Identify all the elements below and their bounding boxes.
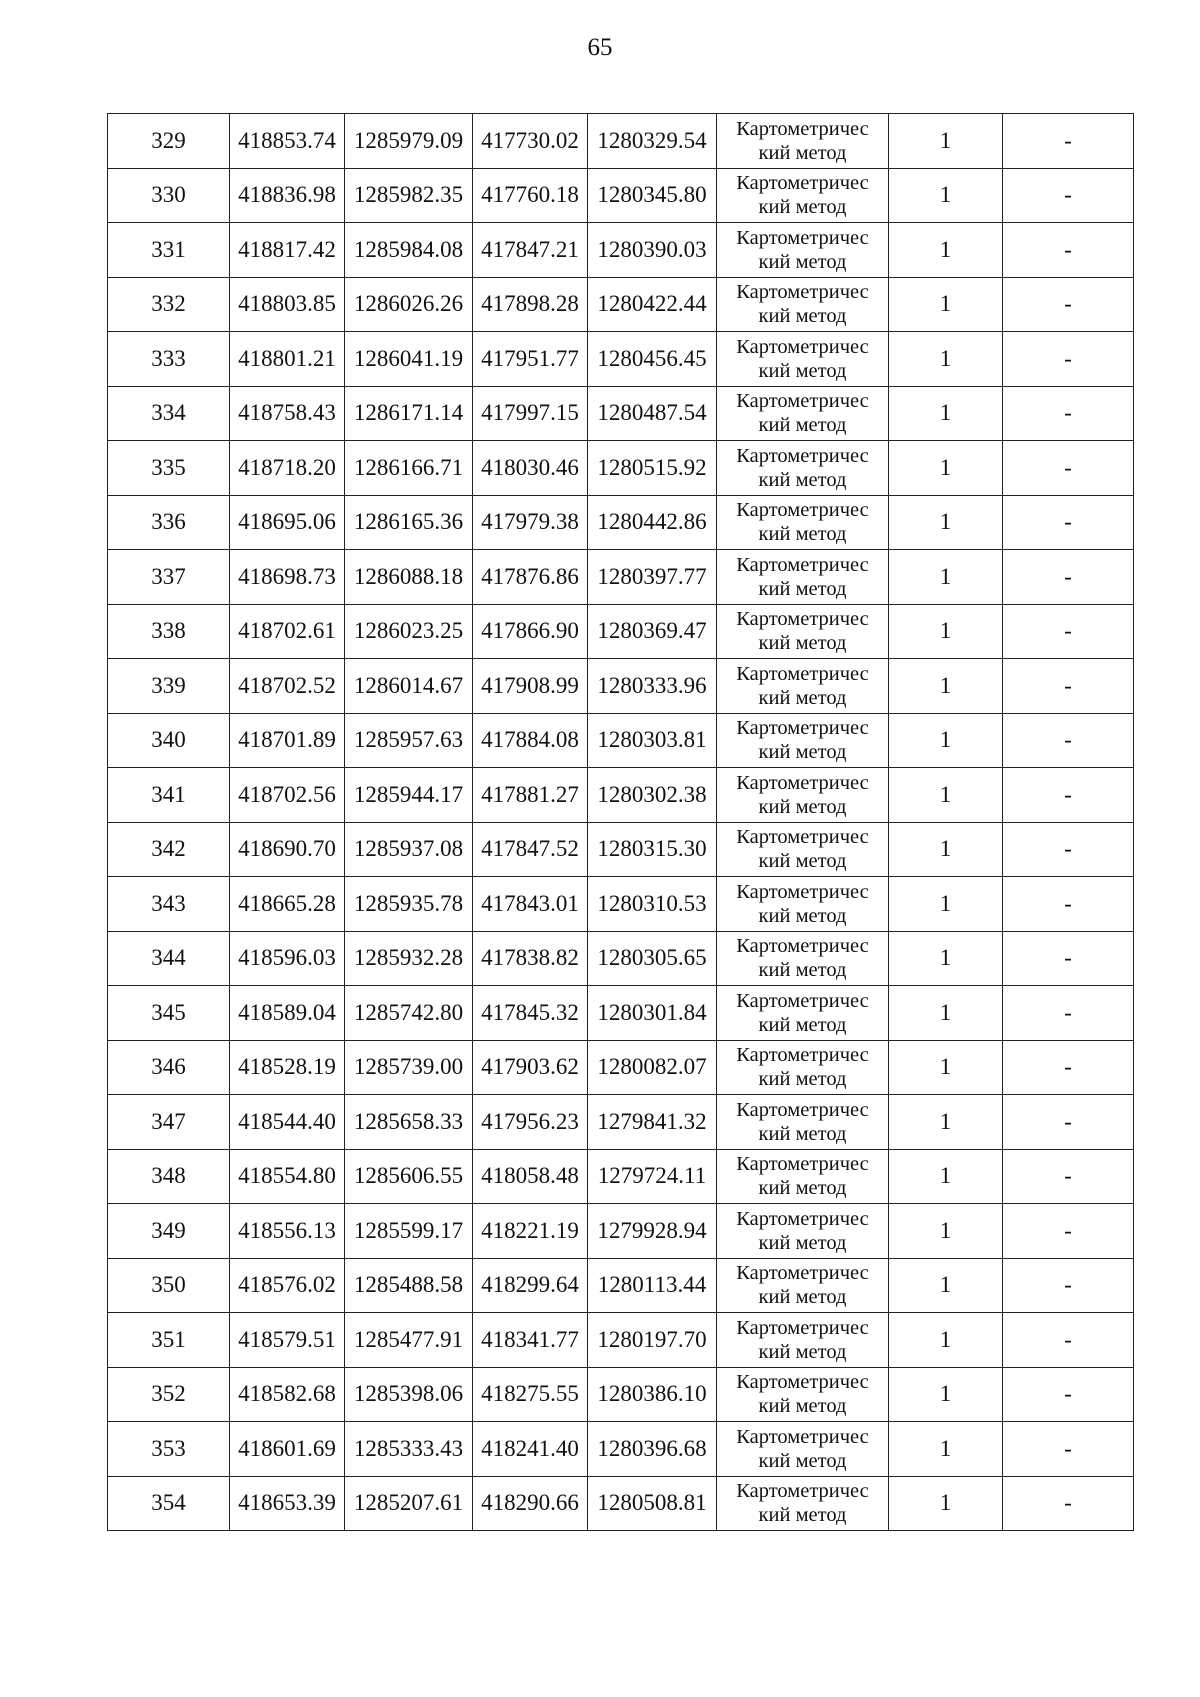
method-text-line1: Картометричес bbox=[736, 935, 869, 958]
y1-cell: 1286165.36 bbox=[345, 495, 473, 550]
table-row bbox=[108, 1422, 1134, 1477]
method-text-line2: кий метод bbox=[758, 359, 847, 382]
method-text-line1: Картометричес bbox=[736, 226, 869, 249]
method-text-line2: кий метод bbox=[758, 1449, 847, 1472]
method-cell bbox=[717, 1258, 889, 1313]
y2-cell: 1279841.32 bbox=[588, 1095, 717, 1150]
point-number-cell: 340 bbox=[108, 713, 230, 768]
method-text-line2: кий метод bbox=[758, 1231, 847, 1254]
y1-cell: 1285944.17 bbox=[345, 768, 473, 823]
x1-cell: 418801.21 bbox=[230, 332, 345, 387]
method-text-line1: Картометричес bbox=[736, 444, 869, 467]
method-cell bbox=[717, 1422, 889, 1477]
point-number-cell: 343 bbox=[108, 877, 230, 932]
dash-cell: - bbox=[1003, 604, 1134, 659]
x2-cell: 418241.40 bbox=[473, 1422, 588, 1477]
method-cell bbox=[717, 986, 889, 1041]
method-text-line1: Картометричес bbox=[736, 1098, 869, 1121]
table-row bbox=[108, 604, 1134, 659]
method-cell bbox=[717, 1313, 889, 1368]
x1-cell: 418701.89 bbox=[230, 713, 345, 768]
dash-cell: - bbox=[1003, 1313, 1134, 1368]
point-number-cell: 353 bbox=[108, 1422, 230, 1477]
method-cell bbox=[717, 1476, 889, 1531]
table-row bbox=[108, 495, 1134, 550]
method-text-line2: кий метод bbox=[758, 795, 847, 818]
table-row bbox=[108, 713, 1134, 768]
method-cell bbox=[717, 495, 889, 550]
accuracy-cell: 1 bbox=[889, 386, 1003, 441]
y2-cell: 1280515.92 bbox=[588, 441, 717, 496]
method-text-line1: Картометричес bbox=[736, 826, 869, 849]
y1-cell: 1285984.08 bbox=[345, 223, 473, 278]
point-number-cell: 337 bbox=[108, 550, 230, 605]
method-text-line1: Картометричес bbox=[736, 172, 869, 195]
y1-cell: 1286023.25 bbox=[345, 604, 473, 659]
page-number: 65 bbox=[587, 34, 613, 61]
table-row bbox=[108, 1476, 1134, 1531]
y2-cell: 1280303.81 bbox=[588, 713, 717, 768]
x2-cell: 418030.46 bbox=[473, 441, 588, 496]
point-number-cell: 329 bbox=[108, 114, 230, 169]
table-row bbox=[108, 1149, 1134, 1204]
accuracy-cell: 1 bbox=[889, 168, 1003, 223]
method-text-line1: Картометричес bbox=[736, 1425, 869, 1448]
method-text-line2: кий метод bbox=[758, 305, 847, 328]
dash-cell: - bbox=[1003, 223, 1134, 278]
y2-cell: 1280442.86 bbox=[588, 495, 717, 550]
method-text-line1: Картометричес bbox=[736, 662, 869, 685]
table-row bbox=[108, 1095, 1134, 1150]
y1-cell: 1285599.17 bbox=[345, 1204, 473, 1259]
y1-cell: 1285477.91 bbox=[345, 1313, 473, 1368]
accuracy-cell: 1 bbox=[889, 931, 1003, 986]
x2-cell: 417866.90 bbox=[473, 604, 588, 659]
y2-cell: 1280333.96 bbox=[588, 659, 717, 714]
y2-cell: 1280305.65 bbox=[588, 931, 717, 986]
table-row bbox=[108, 168, 1134, 223]
y1-cell: 1285742.80 bbox=[345, 986, 473, 1041]
table-row bbox=[108, 1258, 1134, 1313]
accuracy-cell: 1 bbox=[889, 1095, 1003, 1150]
point-number-cell: 349 bbox=[108, 1204, 230, 1259]
accuracy-cell: 1 bbox=[889, 1313, 1003, 1368]
dash-cell: - bbox=[1003, 713, 1134, 768]
x1-cell: 418803.85 bbox=[230, 277, 345, 332]
dash-cell: - bbox=[1003, 386, 1134, 441]
y2-cell: 1280456.45 bbox=[588, 332, 717, 387]
y1-cell: 1286171.14 bbox=[345, 386, 473, 441]
accuracy-cell: 1 bbox=[889, 495, 1003, 550]
x1-cell: 418582.68 bbox=[230, 1367, 345, 1422]
y2-cell: 1280082.07 bbox=[588, 1040, 717, 1095]
dash-cell: - bbox=[1003, 1258, 1134, 1313]
point-number-cell: 336 bbox=[108, 495, 230, 550]
method-text-line1: Картометричес bbox=[736, 989, 869, 1012]
method-text-line2: кий метод bbox=[758, 1177, 847, 1200]
method-text-line2: кий метод bbox=[758, 577, 847, 600]
dash-cell: - bbox=[1003, 877, 1134, 932]
y1-cell: 1286166.71 bbox=[345, 441, 473, 496]
accuracy-cell: 1 bbox=[889, 1258, 1003, 1313]
method-text-line2: кий метод bbox=[758, 904, 847, 927]
method-text-line2: кий метод bbox=[758, 1504, 847, 1527]
method-text-line2: кий метод bbox=[758, 632, 847, 655]
x2-cell: 417951.77 bbox=[473, 332, 588, 387]
method-text-line1: Картометричес bbox=[736, 1207, 869, 1230]
method-cell bbox=[717, 877, 889, 932]
table-row bbox=[108, 1040, 1134, 1095]
accuracy-cell: 1 bbox=[889, 986, 1003, 1041]
y1-cell: 1285979.09 bbox=[345, 114, 473, 169]
accuracy-cell: 1 bbox=[889, 114, 1003, 169]
method-text-line1: Картометричес bbox=[736, 1044, 869, 1067]
y2-cell: 1280345.80 bbox=[588, 168, 717, 223]
accuracy-cell: 1 bbox=[889, 332, 1003, 387]
accuracy-cell: 1 bbox=[889, 822, 1003, 877]
x1-cell: 418702.56 bbox=[230, 768, 345, 823]
dash-cell: - bbox=[1003, 931, 1134, 986]
dash-cell: - bbox=[1003, 1367, 1134, 1422]
y2-cell: 1280386.10 bbox=[588, 1367, 717, 1422]
point-number-cell: 332 bbox=[108, 277, 230, 332]
method-text-line1: Картометричес bbox=[736, 1371, 869, 1394]
method-cell bbox=[717, 277, 889, 332]
x2-cell: 417730.02 bbox=[473, 114, 588, 169]
y1-cell: 1285606.55 bbox=[345, 1149, 473, 1204]
x2-cell: 418290.66 bbox=[473, 1476, 588, 1531]
accuracy-cell: 1 bbox=[889, 1476, 1003, 1531]
y2-cell: 1280508.81 bbox=[588, 1476, 717, 1531]
table-row bbox=[108, 1313, 1134, 1368]
dash-cell: - bbox=[1003, 659, 1134, 714]
accuracy-cell: 1 bbox=[889, 768, 1003, 823]
method-cell bbox=[717, 1095, 889, 1150]
x2-cell: 417903.62 bbox=[473, 1040, 588, 1095]
x2-cell: 417847.52 bbox=[473, 822, 588, 877]
accuracy-cell: 1 bbox=[889, 1149, 1003, 1204]
x2-cell: 417760.18 bbox=[473, 168, 588, 223]
point-number-cell: 352 bbox=[108, 1367, 230, 1422]
x1-cell: 418528.19 bbox=[230, 1040, 345, 1095]
x1-cell: 418690.70 bbox=[230, 822, 345, 877]
table-row bbox=[108, 986, 1134, 1041]
point-number-cell: 334 bbox=[108, 386, 230, 441]
y1-cell: 1285398.06 bbox=[345, 1367, 473, 1422]
dash-cell: - bbox=[1003, 114, 1134, 169]
method-cell bbox=[717, 604, 889, 659]
method-text-line2: кий метод bbox=[758, 959, 847, 982]
accuracy-cell: 1 bbox=[889, 1422, 1003, 1477]
x2-cell: 417997.15 bbox=[473, 386, 588, 441]
method-cell bbox=[717, 223, 889, 278]
dash-cell: - bbox=[1003, 495, 1134, 550]
x2-cell: 417898.28 bbox=[473, 277, 588, 332]
y1-cell: 1285937.08 bbox=[345, 822, 473, 877]
table-row bbox=[108, 877, 1134, 932]
accuracy-cell: 1 bbox=[889, 441, 1003, 496]
x2-cell: 417876.86 bbox=[473, 550, 588, 605]
coordinates-table bbox=[107, 113, 1134, 1531]
method-cell bbox=[717, 550, 889, 605]
dash-cell: - bbox=[1003, 550, 1134, 605]
point-number-cell: 339 bbox=[108, 659, 230, 714]
point-number-cell: 330 bbox=[108, 168, 230, 223]
y1-cell: 1285932.28 bbox=[345, 931, 473, 986]
y1-cell: 1285982.35 bbox=[345, 168, 473, 223]
x1-cell: 418596.03 bbox=[230, 931, 345, 986]
accuracy-cell: 1 bbox=[889, 1367, 1003, 1422]
point-number-cell: 351 bbox=[108, 1313, 230, 1368]
x2-cell: 418341.77 bbox=[473, 1313, 588, 1368]
method-cell bbox=[717, 1367, 889, 1422]
dash-cell: - bbox=[1003, 1476, 1134, 1531]
y2-cell: 1280113.44 bbox=[588, 1258, 717, 1313]
table-row bbox=[108, 659, 1134, 714]
y1-cell: 1285935.78 bbox=[345, 877, 473, 932]
accuracy-cell: 1 bbox=[889, 659, 1003, 714]
y1-cell: 1285488.58 bbox=[345, 1258, 473, 1313]
method-cell bbox=[717, 713, 889, 768]
dash-cell: - bbox=[1003, 168, 1134, 223]
x1-cell: 418758.43 bbox=[230, 386, 345, 441]
table-row bbox=[108, 223, 1134, 278]
x1-cell: 418853.74 bbox=[230, 114, 345, 169]
y2-cell: 1280397.77 bbox=[588, 550, 717, 605]
method-cell bbox=[717, 768, 889, 823]
y1-cell: 1285207.61 bbox=[345, 1476, 473, 1531]
x1-cell: 418579.51 bbox=[230, 1313, 345, 1368]
y2-cell: 1280315.30 bbox=[588, 822, 717, 877]
method-text-line2: кий метод bbox=[758, 1013, 847, 1036]
accuracy-cell: 1 bbox=[889, 1204, 1003, 1259]
method-text-line2: кий метод bbox=[758, 850, 847, 873]
point-number-cell: 354 bbox=[108, 1476, 230, 1531]
x2-cell: 417979.38 bbox=[473, 495, 588, 550]
dash-cell: - bbox=[1003, 822, 1134, 877]
y1-cell: 1286041.19 bbox=[345, 332, 473, 387]
x1-cell: 418601.69 bbox=[230, 1422, 345, 1477]
method-cell bbox=[717, 822, 889, 877]
x1-cell: 418653.39 bbox=[230, 1476, 345, 1531]
x2-cell: 417884.08 bbox=[473, 713, 588, 768]
method-text-line2: кий метод bbox=[758, 250, 847, 273]
x2-cell: 417845.32 bbox=[473, 986, 588, 1041]
x1-cell: 418556.13 bbox=[230, 1204, 345, 1259]
accuracy-cell: 1 bbox=[889, 550, 1003, 605]
dash-cell: - bbox=[1003, 1204, 1134, 1259]
point-number-cell: 348 bbox=[108, 1149, 230, 1204]
method-cell bbox=[717, 659, 889, 714]
method-text-line1: Картометричес bbox=[736, 1153, 869, 1176]
y1-cell: 1286026.26 bbox=[345, 277, 473, 332]
point-number-cell: 347 bbox=[108, 1095, 230, 1150]
method-text-line1: Картометричес bbox=[736, 390, 869, 413]
method-text-line1: Картометричес bbox=[736, 499, 869, 522]
point-number-cell: 341 bbox=[108, 768, 230, 823]
method-text-line1: Картометричес bbox=[736, 880, 869, 903]
method-text-line1: Картометричес bbox=[736, 335, 869, 358]
dash-cell: - bbox=[1003, 768, 1134, 823]
method-text-line1: Картометричес bbox=[736, 553, 869, 576]
dash-cell: - bbox=[1003, 332, 1134, 387]
y2-cell: 1279724.11 bbox=[588, 1149, 717, 1204]
point-number-cell: 338 bbox=[108, 604, 230, 659]
x1-cell: 418544.40 bbox=[230, 1095, 345, 1150]
y1-cell: 1286014.67 bbox=[345, 659, 473, 714]
point-number-cell: 344 bbox=[108, 931, 230, 986]
y1-cell: 1286088.18 bbox=[345, 550, 473, 605]
y2-cell: 1280369.47 bbox=[588, 604, 717, 659]
point-number-cell: 346 bbox=[108, 1040, 230, 1095]
y2-cell: 1280301.84 bbox=[588, 986, 717, 1041]
x1-cell: 418817.42 bbox=[230, 223, 345, 278]
method-text-line2: кий метод bbox=[758, 686, 847, 709]
table-row bbox=[108, 1204, 1134, 1259]
method-text-line2: кий метод bbox=[758, 1286, 847, 1309]
method-text-line1: Картометричес bbox=[736, 1316, 869, 1339]
point-number-cell: 333 bbox=[108, 332, 230, 387]
method-text-line2: кий метод bbox=[758, 741, 847, 764]
x2-cell: 417956.23 bbox=[473, 1095, 588, 1150]
table-row bbox=[108, 441, 1134, 496]
method-text-line2: кий метод bbox=[758, 1068, 847, 1091]
dash-cell: - bbox=[1003, 1422, 1134, 1477]
dash-cell: - bbox=[1003, 441, 1134, 496]
y2-cell: 1279928.94 bbox=[588, 1204, 717, 1259]
table-row bbox=[108, 332, 1134, 387]
method-text-line1: Картометричес bbox=[736, 608, 869, 631]
x1-cell: 418718.20 bbox=[230, 441, 345, 496]
y2-cell: 1280302.38 bbox=[588, 768, 717, 823]
accuracy-cell: 1 bbox=[889, 877, 1003, 932]
x2-cell: 418058.48 bbox=[473, 1149, 588, 1204]
dash-cell: - bbox=[1003, 1149, 1134, 1204]
table-row bbox=[108, 822, 1134, 877]
method-text-line2: кий метод bbox=[758, 1340, 847, 1363]
method-text-line1: Картометричес bbox=[736, 771, 869, 794]
y2-cell: 1280487.54 bbox=[588, 386, 717, 441]
x1-cell: 418695.06 bbox=[230, 495, 345, 550]
x1-cell: 418836.98 bbox=[230, 168, 345, 223]
method-text-line2: кий метод bbox=[758, 196, 847, 219]
table-row bbox=[108, 114, 1134, 169]
method-text-line2: кий метод bbox=[758, 1395, 847, 1418]
method-text-line1: Картометричес bbox=[736, 281, 869, 304]
x2-cell: 417881.27 bbox=[473, 768, 588, 823]
method-text-line2: кий метод bbox=[758, 468, 847, 491]
method-cell bbox=[717, 386, 889, 441]
x1-cell: 418698.73 bbox=[230, 550, 345, 605]
method-text-line2: кий метод bbox=[758, 1122, 847, 1145]
method-text-line2: кий метод bbox=[758, 141, 847, 164]
table-row bbox=[108, 931, 1134, 986]
method-text-line1: Картометричес bbox=[736, 717, 869, 740]
accuracy-cell: 1 bbox=[889, 277, 1003, 332]
accuracy-cell: 1 bbox=[889, 604, 1003, 659]
y2-cell: 1280197.70 bbox=[588, 1313, 717, 1368]
point-number-cell: 342 bbox=[108, 822, 230, 877]
x1-cell: 418702.52 bbox=[230, 659, 345, 714]
method-cell bbox=[717, 332, 889, 387]
point-number-cell: 335 bbox=[108, 441, 230, 496]
table-row bbox=[108, 386, 1134, 441]
y1-cell: 1285957.63 bbox=[345, 713, 473, 768]
dash-cell: - bbox=[1003, 986, 1134, 1041]
x2-cell: 418299.64 bbox=[473, 1258, 588, 1313]
dash-cell: - bbox=[1003, 1095, 1134, 1150]
x2-cell: 417843.01 bbox=[473, 877, 588, 932]
dash-cell: - bbox=[1003, 277, 1134, 332]
method-cell bbox=[717, 1040, 889, 1095]
method-text-line1: Картометричес bbox=[736, 117, 869, 140]
y2-cell: 1280329.54 bbox=[588, 114, 717, 169]
x2-cell: 418275.55 bbox=[473, 1367, 588, 1422]
y1-cell: 1285739.00 bbox=[345, 1040, 473, 1095]
dash-cell: - bbox=[1003, 1040, 1134, 1095]
point-number-cell: 331 bbox=[108, 223, 230, 278]
method-text-line1: Картометричес bbox=[736, 1262, 869, 1285]
y2-cell: 1280390.03 bbox=[588, 223, 717, 278]
x1-cell: 418589.04 bbox=[230, 986, 345, 1041]
table-row bbox=[108, 768, 1134, 823]
y2-cell: 1280396.68 bbox=[588, 1422, 717, 1477]
table-row bbox=[108, 1367, 1134, 1422]
point-number-cell: 345 bbox=[108, 986, 230, 1041]
method-cell bbox=[717, 1149, 889, 1204]
method-text-line2: кий метод bbox=[758, 523, 847, 546]
y2-cell: 1280422.44 bbox=[588, 277, 717, 332]
x1-cell: 418665.28 bbox=[230, 877, 345, 932]
y1-cell: 1285658.33 bbox=[345, 1095, 473, 1150]
table-row bbox=[108, 277, 1134, 332]
method-text-line1: Картометричес bbox=[736, 1480, 869, 1503]
x2-cell: 418221.19 bbox=[473, 1204, 588, 1259]
x2-cell: 417838.82 bbox=[473, 931, 588, 986]
x1-cell: 418576.02 bbox=[230, 1258, 345, 1313]
x2-cell: 417908.99 bbox=[473, 659, 588, 714]
method-text-line2: кий метод bbox=[758, 414, 847, 437]
x1-cell: 418554.80 bbox=[230, 1149, 345, 1204]
method-cell bbox=[717, 931, 889, 986]
point-number-cell: 350 bbox=[108, 1258, 230, 1313]
method-cell bbox=[717, 168, 889, 223]
accuracy-cell: 1 bbox=[889, 223, 1003, 278]
method-cell bbox=[717, 1204, 889, 1259]
x1-cell: 418702.61 bbox=[230, 604, 345, 659]
x2-cell: 417847.21 bbox=[473, 223, 588, 278]
table-row bbox=[108, 550, 1134, 605]
method-cell bbox=[717, 114, 889, 169]
method-cell bbox=[717, 441, 889, 496]
y1-cell: 1285333.43 bbox=[345, 1422, 473, 1477]
accuracy-cell: 1 bbox=[889, 1040, 1003, 1095]
accuracy-cell: 1 bbox=[889, 713, 1003, 768]
y2-cell: 1280310.53 bbox=[588, 877, 717, 932]
